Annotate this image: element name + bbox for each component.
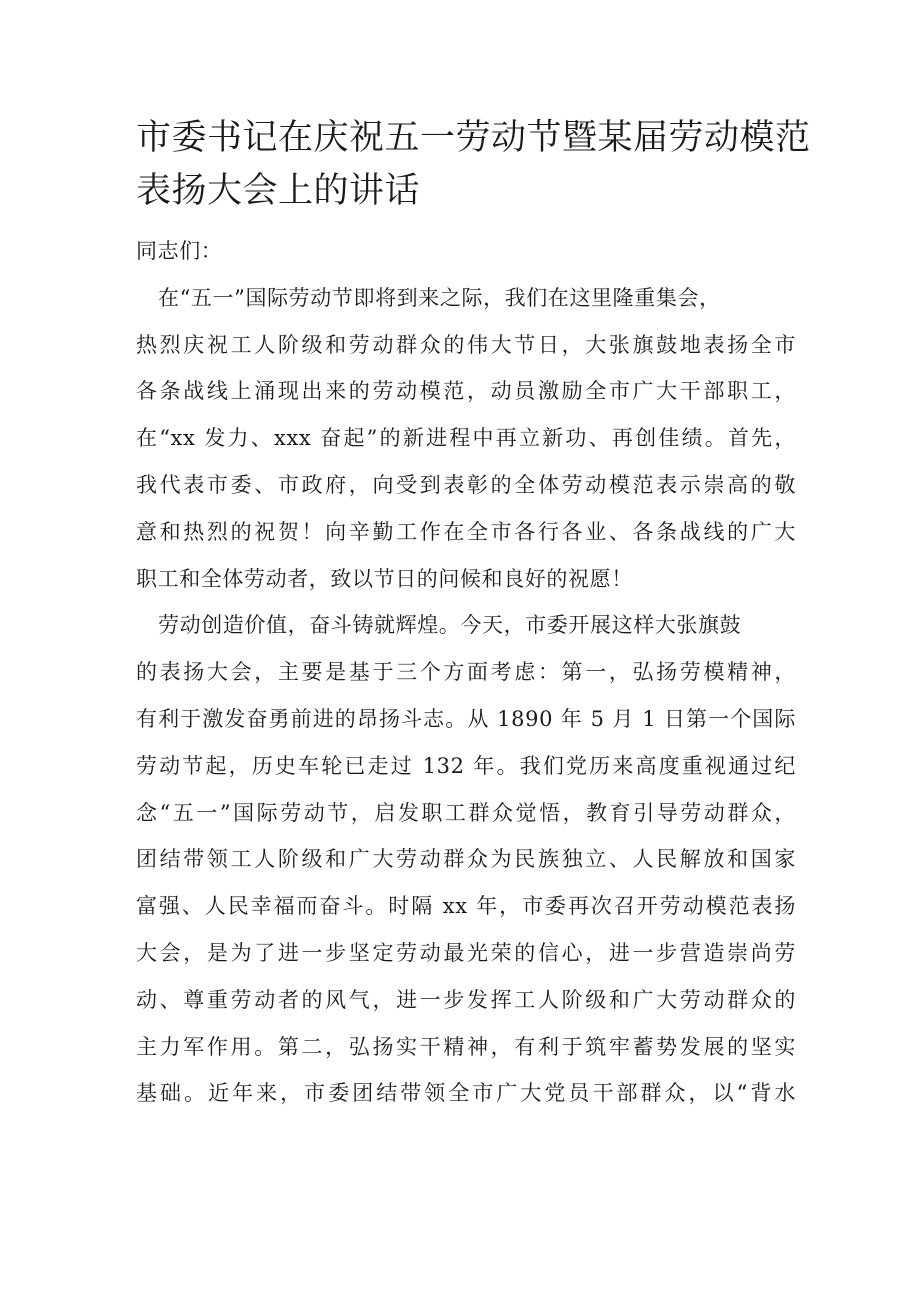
paragraph-line: 团结带领工人阶级和广大劳动群众为民族独立、人民解放和国家 — [136, 847, 796, 872]
paragraph-line: 意和热烈的祝贺！向辛勤工作在全市各行各业、各条战线的广大 — [136, 519, 796, 544]
paragraph-line: 职工和全体劳动者，致以节日的问候和良好的祝愿！ — [136, 566, 633, 591]
paragraph-1 — [136, 275, 796, 603]
document-body — [136, 228, 796, 1117]
paragraph-2 — [136, 602, 796, 1117]
paragraph-line: 劳动创造价值，奋斗铸就辉煌。今天，市委开展这样大张旗鼓 — [158, 613, 742, 638]
paragraph-line: 我代表市委、市政府，向受到表彰的全体劳动模范表示崇高的敬 — [136, 472, 796, 497]
paragraph-line: 各条战线上涌现出来的劳动模范，动员激励全市广大干部职工， — [136, 379, 796, 404]
paragraph-line: 主力军作用。第二，弘扬实干精神，有利于筑牢蓄势发展的坚实 — [136, 1034, 796, 1059]
paragraph-line: 富强、人民幸福而奋斗。时隔 xx 年，市委再次召开劳动模范表扬 — [136, 894, 796, 919]
paragraph-line: 念“五一”国际劳动节，启发职工群众觉悟，教育引导劳动群众， — [136, 800, 796, 825]
paragraph-line: 基础。近年来，市委团结带领全市广大党员干部群众，以“背水 — [136, 1081, 796, 1106]
paragraph-line: 在“xx 发力、xxx 奋起”的新进程中再立新功、再创佳绩。首先， — [136, 426, 796, 451]
salutation: 同志们： — [136, 239, 223, 263]
title-line: 市委书记在庆祝五一劳动节暨某届劳动模范 — [136, 118, 811, 158]
paragraph-line: 劳动节起，历史车轮已走过 132 年。我们党历来高度重视通过纪 — [136, 753, 796, 778]
paragraph-line: 动、尊重劳动者的风气，进一步发挥工人阶级和广大劳动群众的 — [136, 987, 796, 1012]
paragraph-line: 大会，是为了进一步坚定劳动最光荣的信心，进一步营造崇尚劳 — [136, 940, 796, 965]
paragraph-line: 的表扬大会，主要是基于三个方面考虑：第一，弘扬劳模精神， — [136, 660, 796, 685]
paragraph-line: 在“五一”国际劳动节即将到来之际，我们在这里隆重集会， — [158, 285, 721, 310]
paragraph-line: 有利于激发奋勇前进的昂扬斗志。从 1890 年 5 月 1 日第一个国际 — [136, 706, 796, 731]
paragraph-line: 热烈庆祝工人阶级和劳动群众的伟大节日，大张旗鼓地表扬全市 — [136, 332, 796, 357]
document-title — [136, 112, 811, 218]
title-line: 表扬大会上的讲话 — [136, 171, 421, 211]
